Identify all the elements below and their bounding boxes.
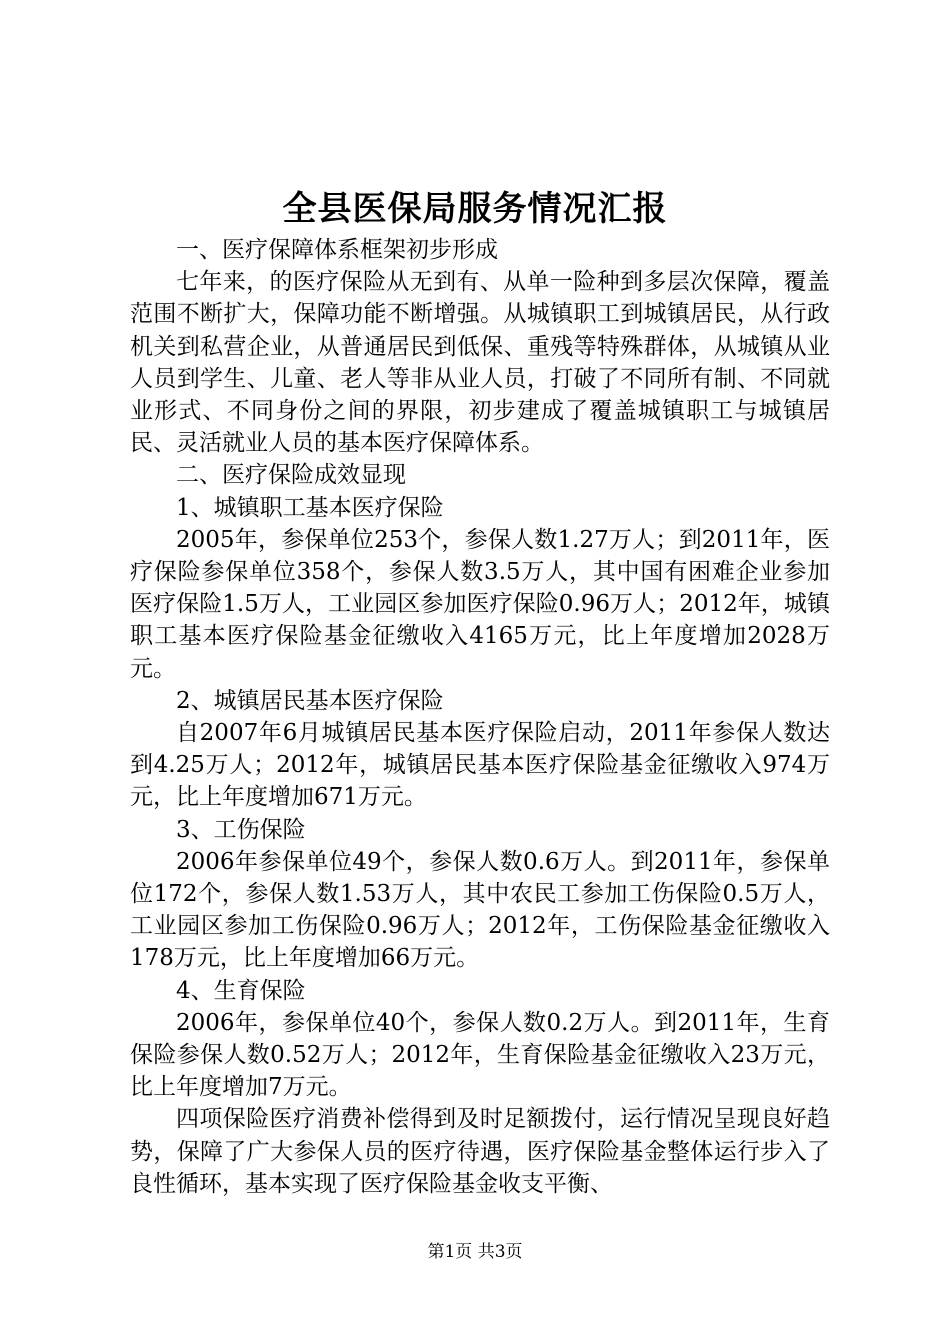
subsection-heading: 2、城镇居民基本医疗保险: [176, 687, 444, 714]
document-title: 全县医保局服务情况汇报: [282, 189, 668, 229]
body-paragraph: 2006年参保单位49个，参保人数0.6万人。到2011年，参保单位172个，参保人数1.53万人，其中农民工参加工伤保险0.5万人，工业园区参加工伤保险0.96万人；2012年，工伤保险基金征缴收入178万元，比上年度增加66万元。: [130, 848, 830, 972]
body-paragraph: 2006年，参保单位40个，参保人数0.2万人。到2011年，生育保险参保人数0.52万人；2012年，生育保险基金征缴收入23万元，比上年度增加7万元。: [130, 1009, 830, 1101]
section-heading: 二、医疗保险成效显现: [176, 462, 406, 489]
body-paragraph: 四项保险医疗消费补偿得到及时足额拨付，运行情况呈现良好趋势，保障了广大参保人员的医疗待遇，医疗保险基金整体运行步入了良性循环，基本实现了医疗保险基金收支平衡、: [130, 1106, 830, 1197]
section-heading: 一、医疗保障体系框架初步形成: [176, 237, 498, 263]
page-number-footer: 第1页 共3页: [427, 1242, 523, 1262]
body-paragraph: 自2007年6月城镇居民基本医疗保险启动，2011年参保人数达到4.25万人；2012年，城镇居民基本医疗保险基金征缴收入974万元，比上年度增加671万元。: [130, 720, 830, 811]
body-paragraph: 2005年，参保单位253个，参保人数1.27万人；到2011年，医疗保险参保单位358个，参保人数3.5万人，其中国有困难企业参加医疗保险1.5万人，工业园区参加医疗保险0.96万人；2012年，城镇职工基本医疗保险基金征缴收入4165万元，比上年度增加2028万元。: [130, 526, 830, 682]
document-body: [130, 234, 830, 1200]
subsection-heading: 1、城镇职工基本医疗保险: [176, 494, 444, 521]
body-paragraph: 七年来，的医疗保险从无到有、从单一险种到多层次保障，覆盖范围不断扩大，保障功能不断增强。从城镇职工到城镇居民，从行政机关到私营企业，从普通居民到低保、重残等特殊群体，从城镇从业人员到学生、儿童、老人等非从业人员，打破了不同所有制、不同就业形式、不同身份之间的界限，初步建成了覆盖城镇职工与城镇居民、灵活就业人员的基本医疗保障体系。: [130, 269, 830, 457]
subsection-heading: 4、生育保险: [176, 977, 306, 1004]
subsection-heading: 3、工伤保险: [176, 816, 306, 843]
